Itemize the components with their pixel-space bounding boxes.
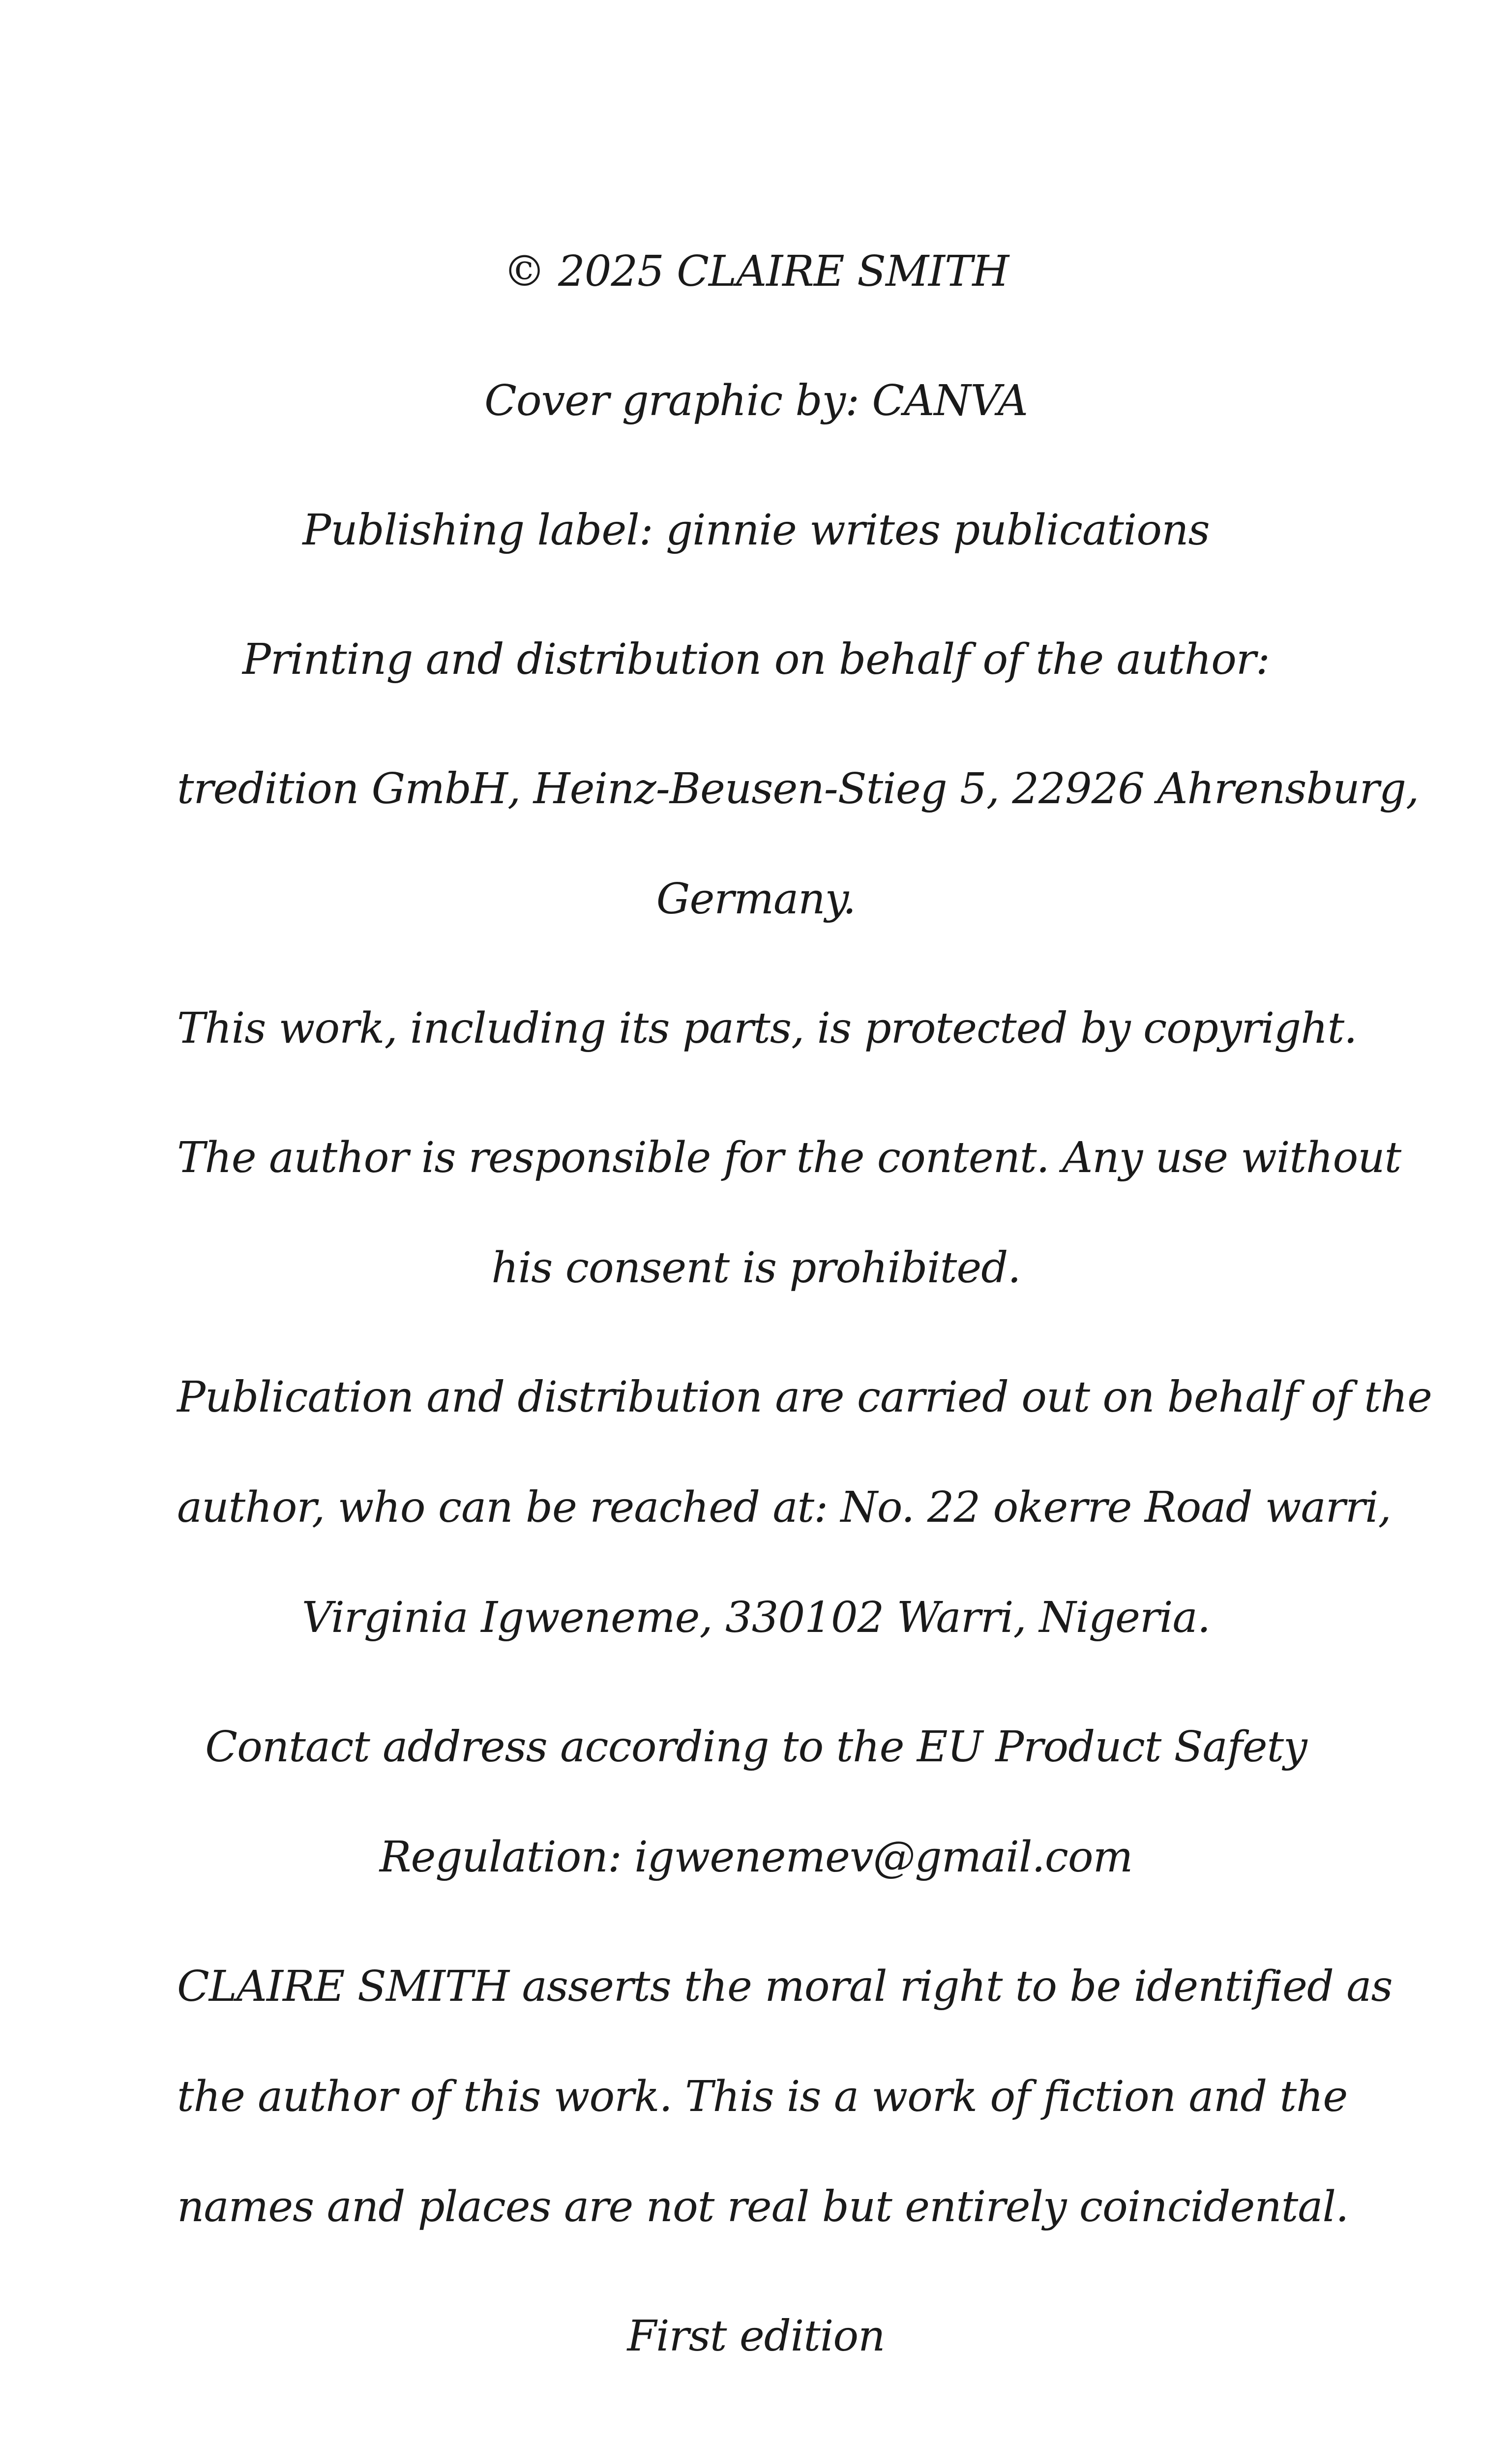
contact-line: Regulation: igwenemev@gmail.com bbox=[379, 1833, 1133, 1882]
cover-graphic-line: Cover graphic by: CANVA bbox=[484, 376, 1028, 425]
copyright-protection-notice bbox=[177, 973, 1357, 1084]
moral-right-notice bbox=[177, 1931, 1393, 2262]
copyright-text-block bbox=[177, 216, 1432, 2391]
copyright-line: © 2025 CLAIRE SMITH bbox=[503, 247, 1009, 296]
contact-notice bbox=[177, 1692, 1335, 1912]
publication-line: author, who can be reached at: No. 22 okerre Road warri, bbox=[177, 1483, 1391, 1532]
responsibility-line: his consent is prohibited. bbox=[491, 1243, 1021, 1293]
cover-graphic-credit bbox=[177, 346, 1335, 456]
copyright-notice bbox=[177, 216, 1335, 327]
moral-right-line: names and places are not real but entirely coincidental. bbox=[177, 2182, 1349, 2232]
printing-distribution-notice bbox=[177, 604, 1335, 715]
address-line: Germany. bbox=[656, 875, 856, 924]
responsibility-line: The author is responsible for the content. Any use without bbox=[177, 1133, 1401, 1182]
printing-distribution-line: Printing and distribution on behalf of the author: bbox=[242, 635, 1270, 684]
moral-right-line: CLAIRE SMITH asserts the moral right to be identified as bbox=[177, 1962, 1393, 2011]
publishing-label-line: Publishing label: ginnie writes publications bbox=[302, 506, 1210, 555]
responsibility-notice bbox=[177, 1103, 1401, 1323]
edition-notice bbox=[177, 2281, 1335, 2391]
distributor-address bbox=[177, 734, 1419, 954]
contact-line: Contact address according to the EU Product Safety bbox=[205, 1722, 1307, 1772]
publication-notice bbox=[177, 1342, 1432, 1673]
edition-line: First edition bbox=[627, 2312, 885, 2361]
publishing-label bbox=[177, 475, 1335, 585]
moral-right-line: the author of this work. This is a work of fiction and the bbox=[177, 2072, 1348, 2121]
publication-line: Publication and distribution are carried out on behalf of the bbox=[177, 1373, 1432, 1422]
protection-line: This work, including its parts, is protected by copyright. bbox=[177, 1004, 1357, 1053]
address-line: tredition GmbH, Heinz-Beusen-Stieg 5, 22926 Ahrensburg, bbox=[177, 764, 1419, 814]
publication-line: Virginia Igweneme, 330102 Warri, Nigeria. bbox=[301, 1593, 1211, 1642]
